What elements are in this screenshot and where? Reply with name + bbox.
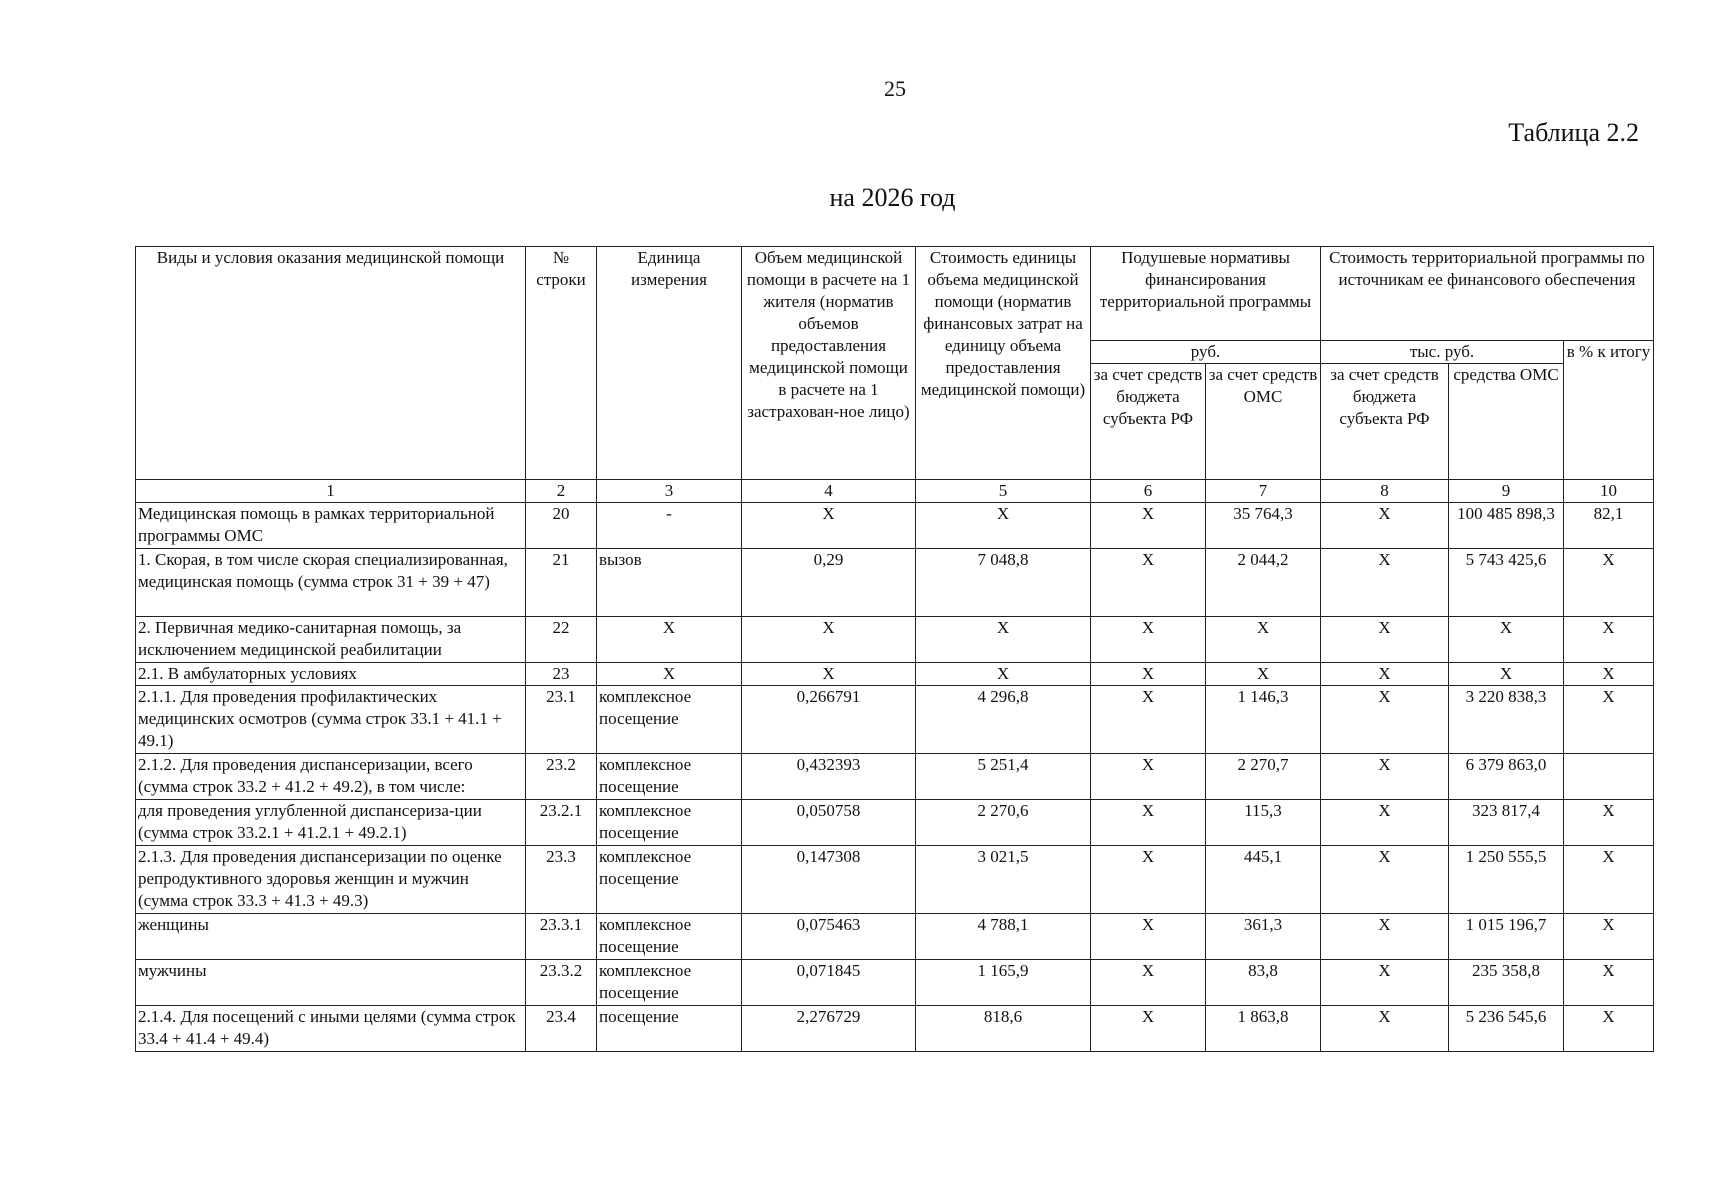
cell-pc-budget: X <box>1091 617 1206 663</box>
cell-num: 23.1 <box>526 686 597 754</box>
cell-cost-oms: X <box>1449 663 1564 686</box>
cell-unit-cost: X <box>916 617 1091 663</box>
cell-volume: 0,29 <box>742 549 916 617</box>
cell-unit-cost: 818,6 <box>916 1006 1091 1052</box>
cell-num: 23 <box>526 663 597 686</box>
cell-cost-oms: 1 015 196,7 <box>1449 914 1564 960</box>
cell-volume: 0,071845 <box>742 960 916 1006</box>
column-number: 8 <box>1321 480 1449 503</box>
cell-num: 21 <box>526 549 597 617</box>
table-row <box>136 1006 1654 1052</box>
cell-pc-oms: 361,3 <box>1206 914 1321 960</box>
cell-cost-oms: 100 485 898,3 <box>1449 503 1564 549</box>
financing-table <box>135 246 1654 1052</box>
cell-volume: 0,050758 <box>742 800 916 846</box>
cell-pc-budget: X <box>1091 686 1206 754</box>
cell-unit: комплексное посещение <box>597 754 742 800</box>
table-row <box>136 914 1654 960</box>
cell-name: женщины <box>136 914 526 960</box>
cell-pct: 82,1 <box>1564 503 1654 549</box>
cell-unit: посещение <box>597 1006 742 1052</box>
header-unit-rub: руб. <box>1091 341 1321 364</box>
cell-unit: комплексное посещение <box>597 914 742 960</box>
cell-pct: X <box>1564 549 1654 617</box>
cell-name: 2.1.2. Для проведения диспансеризации, всего (сумма строк 33.2 + 41.2 + 49.2), в том числе: <box>136 754 526 800</box>
header-cost-budget: за счет средств бюджета субъекта РФ <box>1321 364 1449 480</box>
column-number: 3 <box>597 480 742 503</box>
cell-pct: X <box>1564 914 1654 960</box>
cell-cost-budget: X <box>1321 663 1449 686</box>
header-type: Виды и условия оказания медицинской помощи <box>136 247 526 480</box>
cell-cost-budget: X <box>1321 617 1449 663</box>
cell-pc-budget: X <box>1091 503 1206 549</box>
header-percent: в % к итогу <box>1564 341 1654 480</box>
cell-pc-oms: 83,8 <box>1206 960 1321 1006</box>
table-row <box>136 663 1654 686</box>
cell-pc-oms: X <box>1206 663 1321 686</box>
cell-pc-budget: X <box>1091 549 1206 617</box>
cell-name: мужчины <box>136 960 526 1006</box>
cell-unit: комплексное посещение <box>597 686 742 754</box>
cell-pct: X <box>1564 1006 1654 1052</box>
cell-pc-budget: X <box>1091 663 1206 686</box>
header-unit-thousand-rub: тыс. руб. <box>1321 341 1564 364</box>
cell-unit-cost: X <box>916 663 1091 686</box>
cell-volume: 2,276729 <box>742 1006 916 1052</box>
cell-unit: вызов <box>597 549 742 617</box>
cell-unit-cost: 7 048,8 <box>916 549 1091 617</box>
column-number: 7 <box>1206 480 1321 503</box>
cell-cost-budget: X <box>1321 800 1449 846</box>
cell-cost-budget: X <box>1321 960 1449 1006</box>
cell-unit-cost: X <box>916 503 1091 549</box>
cell-pc-budget: X <box>1091 914 1206 960</box>
cell-unit: комплексное посещение <box>597 960 742 1006</box>
cell-volume: X <box>742 617 916 663</box>
cell-pct: X <box>1564 846 1654 914</box>
cell-name: 2.1.4. Для посещений с иными целями (сумма строк 33.4 + 41.4 + 49.4) <box>136 1006 526 1052</box>
page-number: 25 <box>884 76 906 101</box>
column-number: 6 <box>1091 480 1206 503</box>
cell-cost-oms: 5 236 545,6 <box>1449 1006 1564 1052</box>
cell-pc-oms: 35 764,3 <box>1206 503 1321 549</box>
cell-cost-oms: X <box>1449 617 1564 663</box>
column-number: 1 <box>136 480 526 503</box>
table-row <box>136 686 1654 754</box>
header-unit: Единица измерения <box>597 247 742 480</box>
column-number: 2 <box>526 480 597 503</box>
cell-unit: - <box>597 503 742 549</box>
cell-volume: 0,432393 <box>742 754 916 800</box>
cell-pc-oms: 1 863,8 <box>1206 1006 1321 1052</box>
cell-pc-oms: 445,1 <box>1206 846 1321 914</box>
cell-unit: комплексное посещение <box>597 800 742 846</box>
cell-pct: X <box>1564 960 1654 1006</box>
cell-volume: 0,075463 <box>742 914 916 960</box>
cell-name: 2.1. В амбулаторных условиях <box>136 663 526 686</box>
cell-name: 2. Первичная медико-санитарная помощь, за исключением медицинской реабилитации <box>136 617 526 663</box>
cell-unit-cost: 3 021,5 <box>916 846 1091 914</box>
table-row <box>136 754 1654 800</box>
table-year-title: на 2026 год <box>829 183 956 212</box>
cell-volume: X <box>742 503 916 549</box>
cell-unit-cost: 1 165,9 <box>916 960 1091 1006</box>
cell-name: для проведения углубленной диспансериза-ции (сумма строк 33.2.1 + 41.2.1 + 49.2.1) <box>136 800 526 846</box>
cell-cost-budget: X <box>1321 686 1449 754</box>
cell-pct: X <box>1564 800 1654 846</box>
cell-pc-budget: X <box>1091 800 1206 846</box>
cell-cost-oms: 3 220 838,3 <box>1449 686 1564 754</box>
cell-pc-oms: 2 270,7 <box>1206 754 1321 800</box>
cell-name: 1. Скорая, в том числе скорая специализированная, медицинская помощь (сумма строк 31 + 39 + 47) <box>136 549 526 617</box>
column-number: 5 <box>916 480 1091 503</box>
table-row <box>136 846 1654 914</box>
cell-pc-budget: X <box>1091 754 1206 800</box>
cell-pct: X <box>1564 686 1654 754</box>
header-row-1 <box>136 247 1654 341</box>
cell-unit-cost: 2 270,6 <box>916 800 1091 846</box>
cell-pc-oms: X <box>1206 617 1321 663</box>
cell-cost-budget: X <box>1321 846 1449 914</box>
cell-pc-budget: X <box>1091 1006 1206 1052</box>
cell-volume: X <box>742 663 916 686</box>
cell-cost-oms: 5 743 425,6 <box>1449 549 1564 617</box>
table-label: Таблица 2.2 <box>1508 118 1639 147</box>
cell-pct: X <box>1564 617 1654 663</box>
cell-volume: 0,147308 <box>742 846 916 914</box>
cell-cost-oms: 6 379 863,0 <box>1449 754 1564 800</box>
cell-cost-budget: X <box>1321 754 1449 800</box>
column-number: 10 <box>1564 480 1654 503</box>
cell-volume: 0,266791 <box>742 686 916 754</box>
header-unit-cost: Стоимость единицы объема медицинской помощи (норматив финансовых затрат на единицу объема предоставления медицинской помощи) <box>916 247 1091 480</box>
cell-num: 20 <box>526 503 597 549</box>
cell-pct <box>1564 754 1654 800</box>
header-pc-budget: за счет средств бюджета субъекта РФ <box>1091 364 1206 480</box>
header-row-number: № строки <box>526 247 597 480</box>
cell-cost-budget: X <box>1321 503 1449 549</box>
cell-unit-cost: 4 788,1 <box>916 914 1091 960</box>
cell-num: 23.3 <box>526 846 597 914</box>
cell-num: 22 <box>526 617 597 663</box>
table-row <box>136 800 1654 846</box>
header-per-capita-group: Подушевые нормативы финансирования территориальной программы <box>1091 247 1321 341</box>
table-row <box>136 960 1654 1006</box>
cell-unit: X <box>597 663 742 686</box>
cell-pc-oms: 2 044,2 <box>1206 549 1321 617</box>
cell-num: 23.3.2 <box>526 960 597 1006</box>
cell-unit: комплексное посещение <box>597 846 742 914</box>
cell-pc-oms: 1 146,3 <box>1206 686 1321 754</box>
cell-unit-cost: 4 296,8 <box>916 686 1091 754</box>
cell-cost-budget: X <box>1321 1006 1449 1052</box>
cell-name: Медицинская помощь в рамках территориальной программы ОМС <box>136 503 526 549</box>
cell-num: 23.3.1 <box>526 914 597 960</box>
header-pc-oms: за счет средств ОМС <box>1206 364 1321 480</box>
cell-unit-cost: 5 251,4 <box>916 754 1091 800</box>
cell-cost-oms: 323 817,4 <box>1449 800 1564 846</box>
cell-num: 23.4 <box>526 1006 597 1052</box>
cell-cost-budget: X <box>1321 914 1449 960</box>
cell-unit: X <box>597 617 742 663</box>
cell-pc-budget: X <box>1091 960 1206 1006</box>
column-number: 9 <box>1449 480 1564 503</box>
cell-name: 2.1.1. Для проведения профилактических медицинских осмотров (сумма строк 33.1 + 41.1 + 49.1) <box>136 686 526 754</box>
cell-cost-oms: 1 250 555,5 <box>1449 846 1564 914</box>
cell-num: 23.2.1 <box>526 800 597 846</box>
cell-num: 23.2 <box>526 754 597 800</box>
column-number: 4 <box>742 480 916 503</box>
column-number-row <box>136 480 1654 503</box>
table-row <box>136 549 1654 617</box>
table-row <box>136 617 1654 663</box>
cell-pc-budget: X <box>1091 846 1206 914</box>
header-volume: Объем медицинской помощи в расчете на 1 жителя (норматив объемов предоставления медицинской помощи в расчете на 1 застрахован-ное лицо) <box>742 247 916 480</box>
cell-name: 2.1.3. Для проведения диспансеризации по оценке репродуктивного здоровья женщин и мужчин (сумма строк 33.3 + 41.3 + 49.3) <box>136 846 526 914</box>
cell-pc-oms: 115,3 <box>1206 800 1321 846</box>
cell-cost-oms: 235 358,8 <box>1449 960 1564 1006</box>
header-cost-group: Стоимость территориальной программы по источникам ее финансового обеспечения <box>1321 247 1654 341</box>
cell-pct: X <box>1564 663 1654 686</box>
cell-cost-budget: X <box>1321 549 1449 617</box>
table-row <box>136 503 1654 549</box>
header-cost-oms: средства ОМС <box>1449 364 1564 480</box>
